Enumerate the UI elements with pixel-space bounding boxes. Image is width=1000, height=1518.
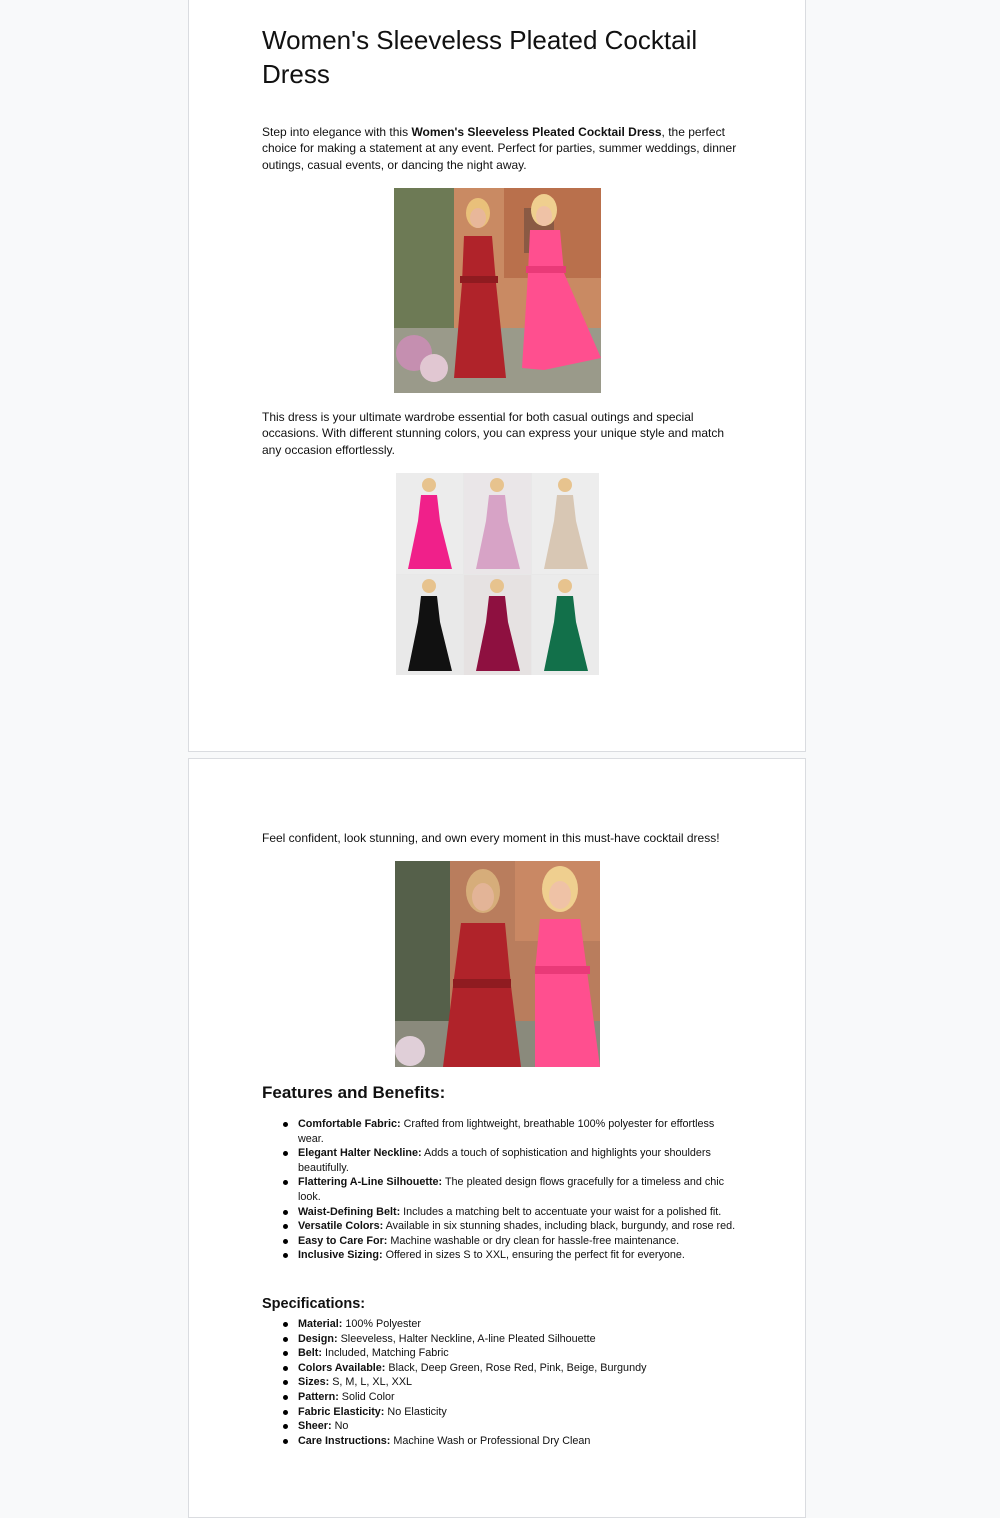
spec-item-text: Included, Matching Fabric: [322, 1347, 449, 1360]
feature-item-label: Versatile Colors:: [298, 1220, 384, 1233]
spec-item-text: Black, Deep Green, Rose Red, Pink, Beige, Burgundy: [385, 1361, 647, 1374]
feature-item-text: Adds a touch of sophistication and highlights your shoulders beautifully.: [298, 1147, 711, 1174]
spec-item-text: No Elasticity: [384, 1405, 447, 1418]
feature-item-text: Offered in sizes S to XXL, ensuring the perfect fit for everyone.: [382, 1249, 685, 1262]
feature-item-text: The pleated design flows gracefully for a timeless and chic look.: [298, 1176, 725, 1203]
spec-item-text: No: [331, 1420, 349, 1433]
swatch-burgundy: [464, 575, 531, 675]
spec-item-label: Fabric Elasticity:: [298, 1405, 385, 1418]
feature-item: [262, 1117, 742, 1146]
spec-item: [262, 1434, 742, 1449]
swatch-deep-green: [532, 575, 599, 675]
wardrobe-paragraph: This dress is your ultimate wardrobe essential for both casual outings and special occasions. With different stunning colors, you can express your unique style and match any occasion effortlessly.: [262, 410, 725, 457]
feature-item-text: Machine washable or dry clean for hassle-free maintenance.: [387, 1234, 680, 1247]
spec-item-text: 100% Polyester: [342, 1318, 422, 1330]
spec-item-label: Pattern:: [298, 1390, 339, 1403]
spec-item: [262, 1361, 742, 1376]
feature-item-text: Includes a matching belt to accentuate your waist for a polished fit.: [400, 1205, 722, 1218]
spec-item-text: Machine Wash or Professional Dry Clean: [390, 1434, 591, 1447]
document-page-1: [188, 0, 806, 752]
spec-item: [262, 1346, 742, 1361]
photo-two-models-closeup: [395, 861, 600, 1067]
spec-item: [262, 1390, 742, 1405]
feature-item: [262, 1205, 742, 1220]
feature-item: [262, 1146, 742, 1175]
spec-item-label: Colors Available:: [298, 1361, 386, 1374]
photo-two-models-red-pink: [394, 188, 601, 393]
spec-item-label: Sheer:: [298, 1420, 332, 1433]
confidence-paragraph: Feel confident, look stunning, and own every moment in this must-have cocktail dress!: [262, 831, 720, 845]
spec-item: [262, 1332, 742, 1347]
feature-item-text: Crafted from lightweight, breathable 100% polyester for effortless wear.: [298, 1118, 715, 1145]
spec-item-label: Material:: [298, 1318, 343, 1330]
feature-item-label: Inclusive Sizing:: [298, 1249, 383, 1262]
spec-item: [262, 1317, 742, 1332]
swatch-hot-pink: [396, 473, 463, 574]
feature-item: [262, 1219, 742, 1234]
spec-item-text: Sleeveless, Halter Neckline, A-line Pleated Silhouette: [337, 1332, 596, 1345]
spec-item: [262, 1405, 742, 1420]
spec-item-text: S, M, L, XL, XXL: [329, 1376, 413, 1389]
intro-product-name: Women's Sleeveless Pleated Cocktail Dress: [411, 125, 662, 139]
document-title: Women's Sleeveless Pleated Cocktail Dress: [262, 25, 698, 89]
swatch-lilac: [464, 473, 531, 574]
specifications-heading: Specifications:: [262, 1296, 366, 1312]
feature-item-text: Available in six stunning shades, including black, burgundy, and rose red.: [383, 1220, 736, 1233]
swatch-black: [396, 575, 463, 675]
photo-color-variants-grid: [396, 473, 599, 675]
feature-item: [262, 1175, 742, 1204]
feature-item: [262, 1248, 742, 1263]
features-list: [262, 1117, 742, 1263]
feature-item-label: Easy to Care For:: [298, 1234, 388, 1247]
feature-item-label: Flattering A-Line Silhouette:: [298, 1176, 443, 1189]
intro-paragraph: [262, 124, 737, 173]
spec-item-label: Sizes:: [298, 1376, 330, 1389]
spec-item-label: Belt:: [298, 1347, 322, 1360]
specifications-list: [262, 1317, 742, 1448]
feature-item-label: Comfortable Fabric:: [298, 1118, 401, 1130]
document-page-2: [188, 758, 806, 1518]
spec-item: [262, 1375, 742, 1390]
intro-text-after: , the perfect choice for making a statement at any event. Perfect for parties, summer weddings, dinner outings, casual events, or dancing the night away.: [262, 125, 737, 172]
spec-item-label: Care Instructions:: [298, 1434, 391, 1447]
spec-item: [262, 1419, 742, 1434]
feature-item-label: Elegant Halter Neckline:: [298, 1147, 422, 1160]
spec-item-label: Design:: [298, 1332, 338, 1345]
swatch-beige: [532, 473, 599, 574]
intro-text-before: Step into elegance with this: [262, 125, 412, 139]
spec-item-text: Solid Color: [338, 1390, 395, 1403]
feature-item: [262, 1234, 742, 1249]
features-heading: Features and Benefits:: [262, 1083, 446, 1102]
feature-item-label: Waist-Defining Belt:: [298, 1205, 401, 1218]
